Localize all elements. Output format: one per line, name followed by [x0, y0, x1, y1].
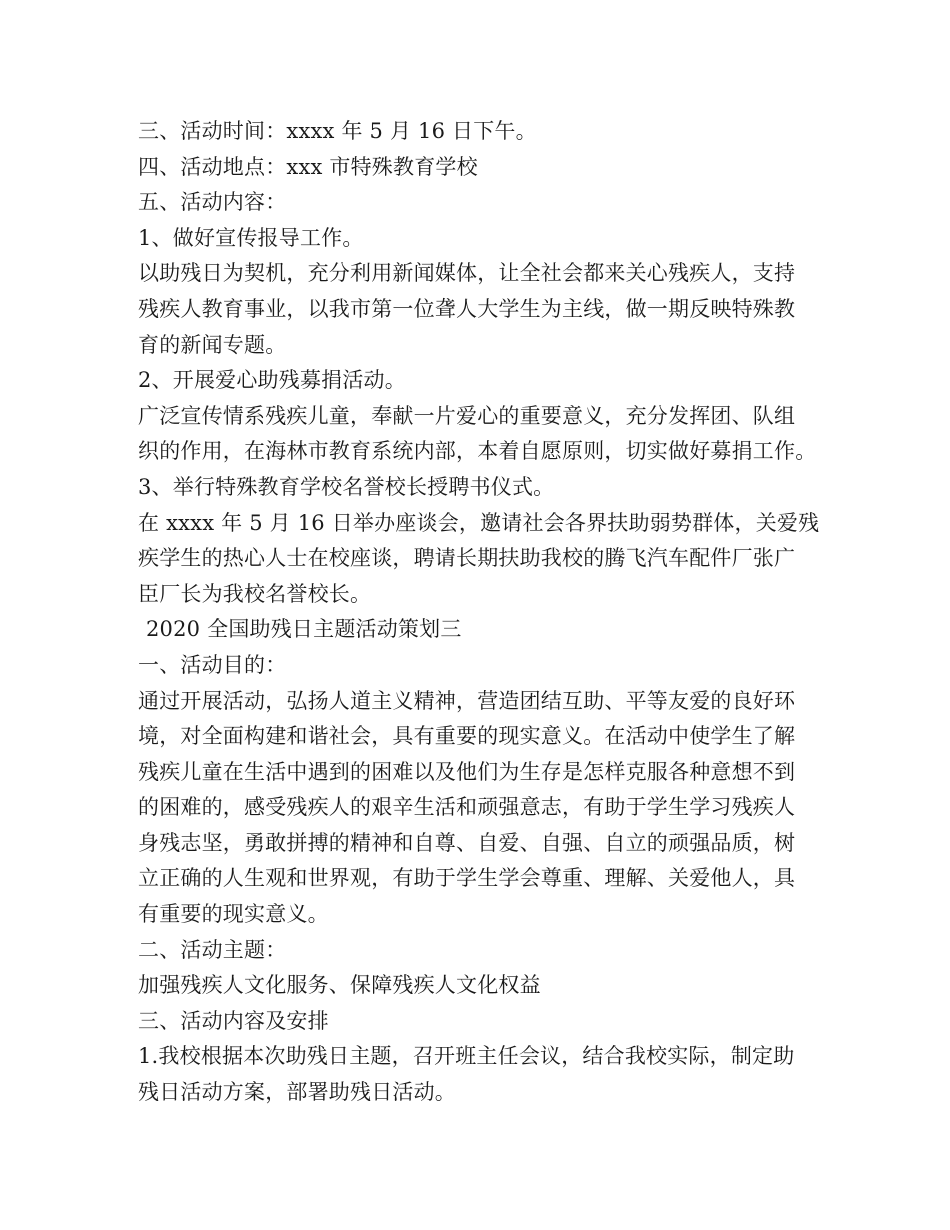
- item-heading-ceremony: 3、举行特殊教育学校名誉校长授聘书仪式。: [138, 474, 555, 499]
- section-heading-content: 五、活动内容：: [138, 190, 287, 215]
- paragraph-line: 残疾儿童在生活中遇到的困难以及他们为生存是怎样克服各种意想不到: [138, 759, 796, 784]
- document-body: [138, 114, 828, 1111]
- paragraph-line: 境，对全面构建和谐社会，具有重要的现实意义。在活动中使学生了解: [138, 724, 796, 749]
- paragraph-line: 加强残疾人文化服务、保障残疾人文化权益: [138, 973, 541, 998]
- paragraph-line: 的困难的，感受残疾人的艰辛生活和顽强意志，有助于学生学习残疾人: [138, 795, 796, 820]
- paragraph-line: 1.我校根据本次助残日主题，召开班主任会议，结合我校实际，制定助: [138, 1044, 795, 1069]
- paragraph-line: 残疾人教育事业，以我市第一位聋人大学生为主线，做一期反映特殊教: [138, 296, 796, 321]
- section-heading-theme: 二、活动主题：: [138, 937, 287, 962]
- paragraph-line: 有重要的现实意义。: [138, 902, 329, 927]
- section-heading-arrangement: 三、活动内容及安排: [138, 1008, 329, 1033]
- section-heading-time: 三、活动时间：xxxx 年 5 月 16 日下午。: [138, 119, 537, 143]
- paragraph-line: 通过开展活动，弘扬人道主义精神，营造团结互助、平等友爱的良好环: [138, 688, 796, 713]
- paragraph-line: 残日活动方案，部署助残日活动。: [138, 1080, 456, 1105]
- document-subtitle: 2020 全国助残日主题活动策划三: [146, 617, 462, 642]
- paragraph-line: 臣厂长为我校名誉校长。: [138, 581, 372, 606]
- paragraph-line: 疾学生的热心人士在校座谈，聘请长期扶助我校的腾飞汽车配件厂张广: [138, 546, 796, 571]
- paragraph-line: 织的作用，在海林市教育系统内部，本着自愿原则，切实做好募捐工作。: [138, 439, 817, 464]
- paragraph-line: 育的新闻专题。: [138, 332, 287, 357]
- paragraph-line: 身残志坚，勇敢拼搏的精神和自尊、自爱、自强、自立的顽强品质，树: [138, 830, 796, 855]
- item-heading-publicity: 1、做好宣传报导工作。: [138, 225, 364, 250]
- section-heading-location: 四、活动地点：xxx 市特殊教育学校: [138, 154, 478, 179]
- item-heading-donation: 2、开展爱心助残募捐活动。: [138, 368, 406, 393]
- paragraph-line: 立正确的人生观和世界观，有助于学生学会尊重、理解、关爱他人，具: [138, 866, 796, 891]
- section-heading-purpose: 一、活动目的：: [138, 652, 287, 677]
- paragraph-line: 广泛宣传情系残疾儿童，奉献一片爱心的重要意义，充分发挥团、队组: [138, 403, 796, 428]
- paragraph-line: 在 xxxx 年 5 月 16 日举办座谈会，邀请社会各界扶助弱势群体，关爱残: [138, 510, 820, 535]
- paragraph-line: 以助残日为契机，充分利用新闻媒体，让全社会都来关心残疾人，支持: [138, 261, 796, 286]
